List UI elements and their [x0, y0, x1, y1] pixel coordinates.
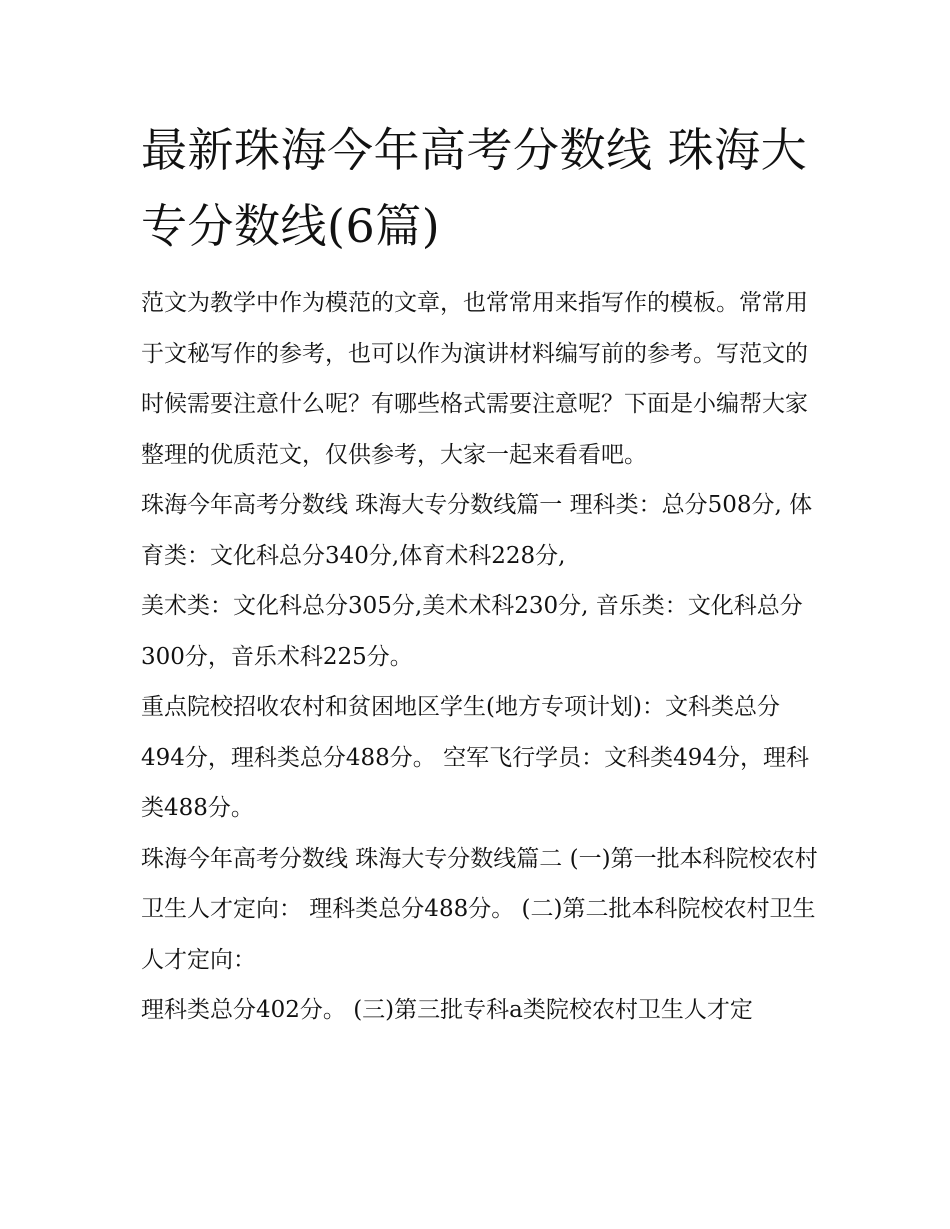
paragraph-rural-health: 珠海今年高考分数线 珠海大专分数线篇二 (一)第一批本科院校农村卫生人才定向： 理科类总分488分。 (二)第二批本科院校农村卫生人才定向：	[141, 845, 818, 973]
paragraph-art-music: 美术类：文化科总分305分,美术术科230分, 音乐类：文化科总分300分，音乐术科225分。	[141, 593, 803, 670]
intro-paragraph: 范文为教学中作为模范的文章，也常常用来指写作的模板。常常用于文秘写作的参考，也可以作为演讲材料编写前的参考。写范文的时候需要注意什么呢？有哪些格式需要注意呢？下面是小编帮大家整理的优质范文，仅供参考，大家一起来看看吧。	[141, 290, 808, 468]
paragraph-special-plan: 重点院校招收农村和贫困地区学生(地方专项计划)：文科类总分494分，理科类总分488分。 空军飞行学员：文科类494分，理科类488分。	[141, 694, 810, 821]
paragraph-science-sports: 珠海今年高考分数线 珠海大专分数线篇一 理科类：总分508分, 体育类：文化科总分340分,体育术科228分,	[141, 492, 813, 569]
paragraph-rural-health-continued: 理科类总分402分。 (三)第三批专科a类院校农村卫生人才定	[141, 997, 753, 1023]
document-title: 最新珠海今年高考分数线 珠海大专分数线(6篇)	[141, 123, 808, 253]
